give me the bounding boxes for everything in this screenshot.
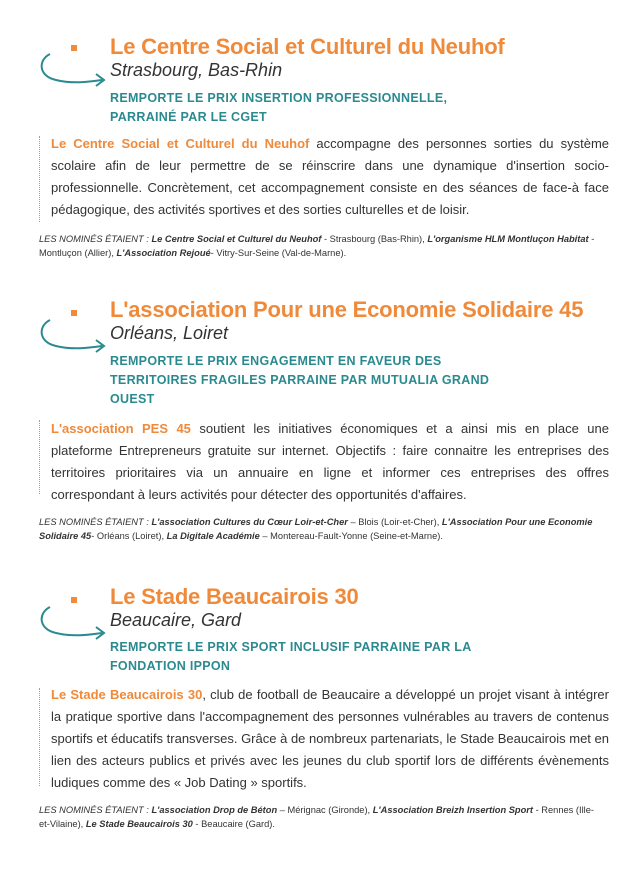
nominees-list: LES NOMINÉS ÉTAIENT : L'association Drop de Béton – Mérignac (Gironde), L'Association Breizh Insertion Sport - Rennes (Ille-et-Vilaine), Le Stade Beaucairois 30 - Beaucaire (Gard). xyxy=(39,805,594,829)
bullet-square xyxy=(71,45,77,51)
nominees-list: LES NOMINÉS ÉTAIENT : Le Centre Social et Culturel du Neuhof - Strasbourg (Bas-Rhin), L'organisme HLM Montluçon Habitat - Montluçon (Allier), L'Association Rejoué- Vitry-Sur-Seine (Val-de-Marne). xyxy=(39,234,595,258)
bullet-square xyxy=(71,597,77,603)
section-body: L'association PES 45 soutient les initiatives économiques et a ainsi mis en place une plateforme Entrepreneurs gratuite sur internet. Objectifs : faire connaitre les entreprises des territoires prioritaires via un annuaire en ligne et informer ces entreprises des offres correspondant à leurs activités pour détecter des opportunités d'affaires. xyxy=(51,421,609,502)
curved-arrow-icon xyxy=(36,605,116,645)
section-title: L'association Pour une Economie Solidaire 45 xyxy=(110,297,584,322)
curved-arrow-icon xyxy=(36,52,116,92)
section-place: Strasbourg, Bas-Rhin xyxy=(110,60,283,80)
award-text: REMPORTE LE PRIX INSERTION PROFESSIONNELLE, PARRAINÉ PAR LE CGET xyxy=(110,91,448,124)
section-title: Le Stade Beaucairois 30 xyxy=(110,584,359,609)
dotted-divider xyxy=(39,688,40,786)
dotted-divider xyxy=(39,420,40,494)
section-place: Beaucaire, Gard xyxy=(110,610,242,630)
dotted-divider xyxy=(39,136,40,222)
section-place: Orléans, Loiret xyxy=(110,323,229,343)
section-title: Le Centre Social et Culturel du Neuhof xyxy=(110,34,505,59)
section-body: Le Centre Social et Culturel du Neuhof accompagne des personnes sorties du système scolaire afin de leur permettre de se réinscrire dans une dynamique d'insertion socio-professionnelle. Concrètement, cet accompagnement consiste en des séances de face-à face pédagogique, des activités sportives et des sorties culturelles et de loisir. xyxy=(51,136,609,217)
curved-arrow-icon xyxy=(36,318,116,358)
section-body: Le Stade Beaucairois 30, club de football de Beaucaire a développé un projet visant à intégrer la pratique sportive dans l'accompagnement des personnes vulnérables au travers de contenus sportifs et éducatifs transverses. Grâce à de nombreux partenariats, le Stade Beaucairois met en lien des acteurs publics et privés avec les jeunes du club sportif lors de différents évènements ludiques comme des « Job Dating » sportifs. xyxy=(51,687,609,790)
award-text: REMPORTE LE PRIX SPORT INCLUSIF PARRAINE PAR LA FONDATION IPPON xyxy=(110,640,472,673)
award-text: REMPORTE LE PRIX ENGAGEMENT EN FAVEUR DES TERRITOIRES FRAGILES PARRAINE PAR MUTUALIA GRAND OUEST xyxy=(110,354,490,406)
bullet-square xyxy=(71,310,77,316)
nominees-list: LES NOMINÉS ÉTAIENT : L'association Cultures du Cœur Loir-et-Cher – Blois (Loir-et-Cher), L'Association Pour une Economie Solidaire 45- Orléans (Loiret), La Digitale Académie – Montereau-Fault-Yonne (Seine-et-Marne). xyxy=(39,517,593,541)
